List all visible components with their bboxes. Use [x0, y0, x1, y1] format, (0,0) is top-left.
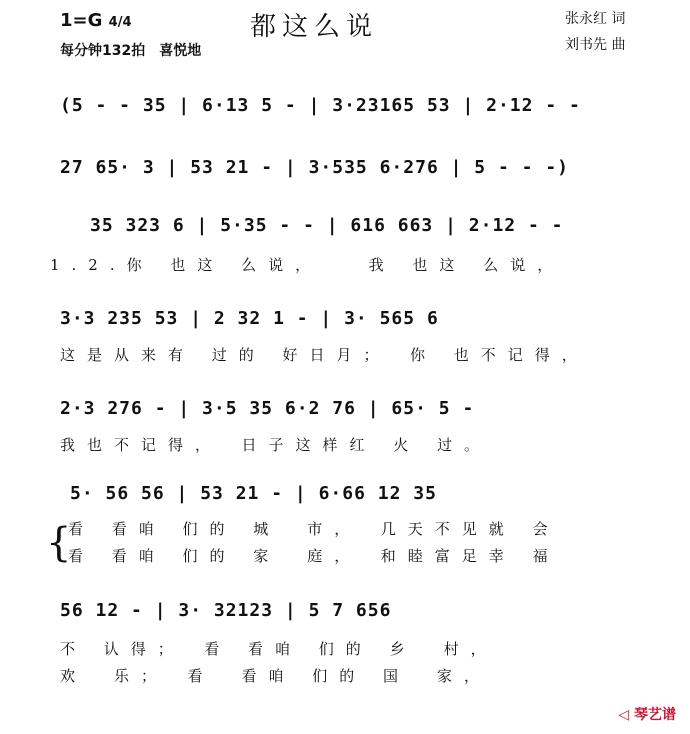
key-signature: 1=G 4/4 [60, 10, 132, 31]
lyric-line-6a: 看 看咱 们的 城 市， 几天不见就 会 [68, 520, 560, 538]
lyric-line-3: 1.2.你 也这 么说， 我 也这 么说， [50, 256, 565, 274]
time-signature: 4/4 [108, 15, 132, 30]
lyric-line-7b: 欢 乐； 看 看咱 们的 国 家， [60, 667, 492, 685]
score-system-1: (5 - - 35 | 6·13 5 - | 3·23165 53 | 2·12 - - [60, 95, 581, 116]
lyric-line-7a: 不 认得； 看 看咱 们的 乡 村， [60, 640, 498, 658]
score-system-2: 27 65· 3 | 53 21 - | 3·535 6·276 | 5 - - -) [60, 157, 569, 178]
score-system-6: 5· 56 56 | 53 21 - | 6·66 12 35 [70, 483, 437, 504]
tempo-marking: 每分钟132拍 喜悦地 [60, 43, 202, 59]
score-system-5: 2·3 276 - | 3·5 35 6·2 76 | 65· 5 - [60, 398, 475, 419]
watermark-logo: ◁ 琴艺谱 [618, 707, 676, 723]
page-title: 都这么说 [250, 12, 379, 42]
score-system-3: 35 323 6 | 5·35 - - | 616 663 | 2·12 - - [90, 215, 564, 236]
lyric-line-6b: 看 看咱 们的 家 庭， 和睦富足幸 福 [68, 547, 560, 565]
composer-credit: 刘书先 曲 [565, 37, 626, 53]
logo-icon: ◁ [618, 707, 630, 723]
lyric-line-5: 我也不记得， 日子这样红 火 过。 [60, 436, 492, 454]
score-system-7: 56 12 - | 3· 32123 | 5 7 656 [60, 600, 392, 621]
lyric-line-4: 这是从来有 过的 好日月； 你 也不记得， [60, 346, 589, 364]
verse-brace: { [46, 520, 72, 566]
score-system-4: 3·3 235 53 | 2 32 1 - | 3· 565 6 [60, 308, 439, 329]
lyricist-credit: 张永红 词 [565, 11, 626, 27]
